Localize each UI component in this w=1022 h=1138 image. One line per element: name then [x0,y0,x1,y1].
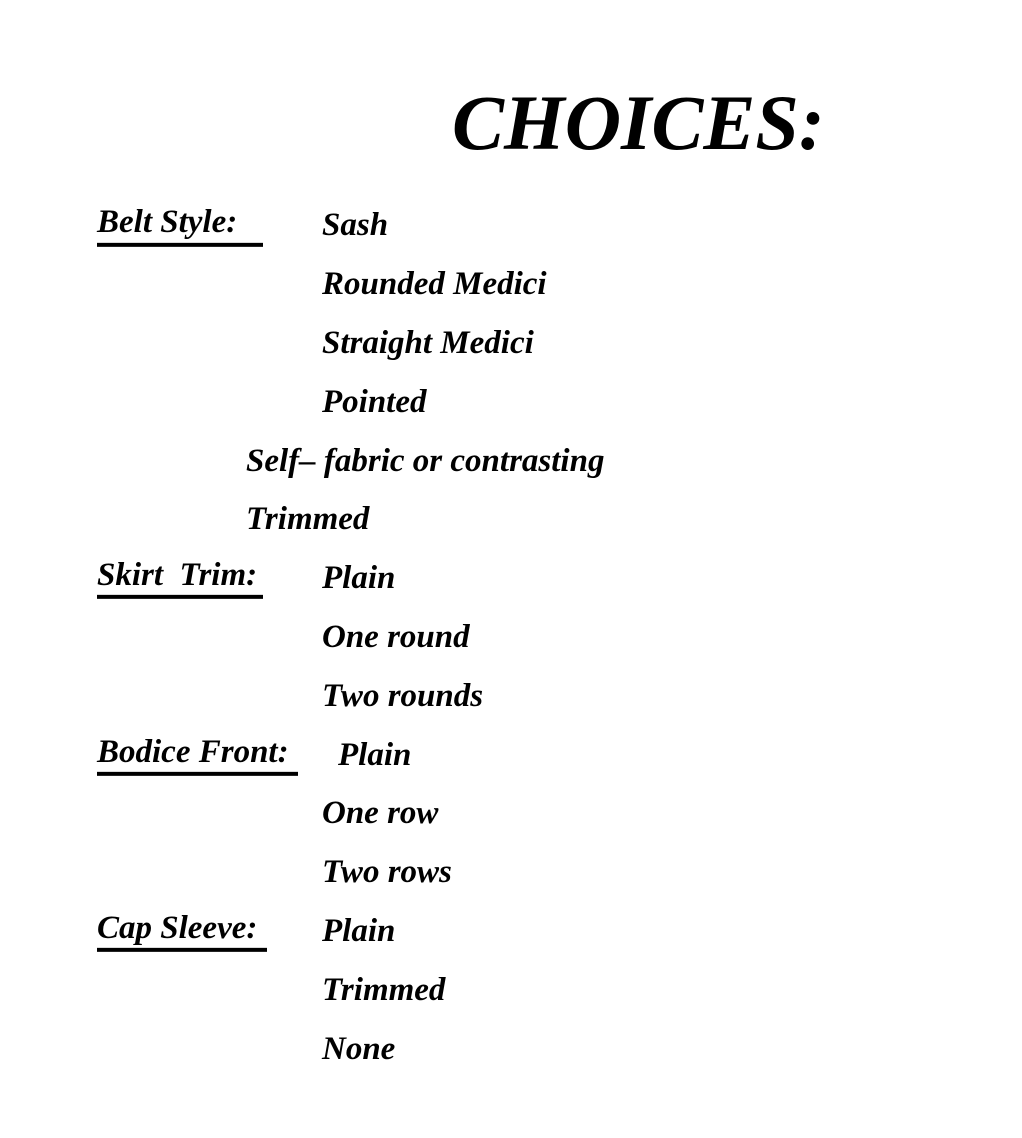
row [0,314,1022,373]
row [0,666,1022,725]
choice-item-plain-bodice: Plain [338,736,412,773]
row [0,960,1022,1019]
row [0,255,1022,314]
choice-item-sash: Sash [322,207,389,244]
choice-item-self-fabric-or-contrasting: Self– fabric or contrasting [246,442,605,479]
section-label-cap-sleeve: Cap Sleeve: [97,910,267,952]
choice-item-none: None [322,1030,396,1067]
choice-item-one-row: One row [322,795,439,832]
row-cap-sleeve [0,902,1022,961]
row [0,1019,1022,1078]
row [0,431,1022,490]
section-label-belt-style: Belt Style: [97,204,263,246]
row [0,490,1022,549]
choice-item-two-rounds: Two rounds [322,677,484,714]
row [0,784,1022,843]
choice-item-straight-medici: Straight Medici [322,324,534,361]
row-bodice-front [0,725,1022,784]
row [0,843,1022,902]
choice-item-one-round: One round [322,618,470,655]
section-label-skirt-trim: Skirt Trim: [97,557,263,599]
row-belt-style [0,196,1022,255]
row-skirt-trim [0,549,1022,608]
choices-list [0,196,1022,1078]
choice-item-two-rows: Two rows [322,854,452,891]
choice-item-trimmed-sleeve: Trimmed [322,971,446,1008]
page-title: CHOICES: [452,79,825,166]
row [0,608,1022,667]
section-label-bodice-front: Bodice Front: [97,733,298,775]
choice-item-pointed: Pointed [322,383,427,420]
choice-item-plain-sleeve: Plain [322,912,396,949]
row [0,372,1022,431]
choice-item-rounded-medici: Rounded Medici [322,266,547,303]
choice-item-trimmed-belt: Trimmed [246,501,370,538]
choice-item-plain-skirt: Plain [322,560,396,597]
